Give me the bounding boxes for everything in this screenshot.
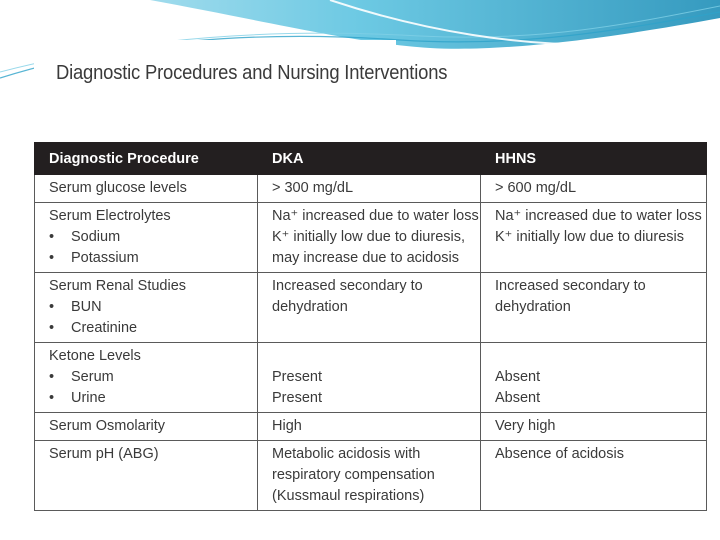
table-row [35,343,707,413]
hhns-value-line: Very high [495,418,556,434]
procedure-cell [35,273,258,343]
procedure-label: Serum pH (ABG) [49,446,159,462]
table-row [35,273,707,343]
hhns-value-line: > 600 mg/dL [495,180,577,196]
dka-value-line: (Kussmaul respirations) [272,488,425,504]
hhns-cell [481,413,707,441]
hhns-cell [481,273,707,343]
procedure-cell [35,413,258,441]
dka-cell [258,273,481,343]
procedure-cell [35,175,258,203]
dka-value-line: Increased secondary to [272,278,423,294]
dka-value-line: respiratory compensation [272,467,435,483]
dka-value-line: Metabolic acidosis with [272,446,421,462]
diagnostic-table [34,142,707,511]
procedure-label: Serum glucose levels [49,180,187,196]
procedure-label: Serum Renal Studies [49,278,187,294]
table-row [35,441,707,511]
procedure-label: Serum Osmolarity [49,418,166,434]
procedure-bullet-item: • BUN [49,297,253,318]
procedure-bullet-item: • Sodium [49,227,253,248]
dka-value-line: K⁺ initially low due to diuresis, [272,229,466,245]
dka-value-line: dehydration [272,299,348,315]
hhns-value-line: Absent [495,369,541,385]
dka-value-line: Na⁺ increased due to water loss [272,208,479,224]
hhns-value-line: Increased secondary to [495,278,646,294]
dka-value-line: High [272,418,302,434]
dka-value-line: Present [272,369,322,385]
table-row [35,413,707,441]
hhns-value-line: Absent [495,390,541,406]
table-row [35,175,707,203]
procedure-label: Serum Electrolytes [49,208,171,224]
column-header: DKA [258,143,481,175]
dka-value-line: > 300 mg/dL [272,180,354,196]
dka-cell [258,441,481,511]
dka-cell [258,413,481,441]
procedure-cell [35,203,258,273]
column-header: Diagnostic Procedure [35,143,258,175]
procedure-cell [35,343,258,413]
table-row [35,203,707,273]
hhns-cell [481,343,707,413]
page-title: Diagnostic Procedures and Nursing Interventions [56,62,448,84]
hhns-cell [481,441,707,511]
title-box [34,40,448,104]
procedure-bullet-item: • Creatinine [49,318,253,339]
dka-value-line: may increase due to acidosis [272,250,459,266]
procedure-cell [35,441,258,511]
table-header-row [35,143,707,175]
column-header: HHNS [481,143,707,175]
procedure-bullet-item: • Urine [49,388,253,409]
hhns-cell [481,175,707,203]
hhns-value-line: Na⁺ increased due to water loss [495,208,702,224]
hhns-value-line: Absence of acidosis [495,446,624,462]
procedure-bullet-item: • Serum [49,367,253,388]
hhns-value-line: K⁺ initially low due to diuresis [495,229,684,245]
procedure-label: Ketone Levels [49,348,141,364]
dka-value-line: Present [272,390,322,406]
hhns-value-line: dehydration [495,299,571,315]
dka-cell [258,175,481,203]
procedure-bullet-item: • Potassium [49,248,253,269]
dka-cell [258,203,481,273]
hhns-cell [481,203,707,273]
dka-cell [258,343,481,413]
